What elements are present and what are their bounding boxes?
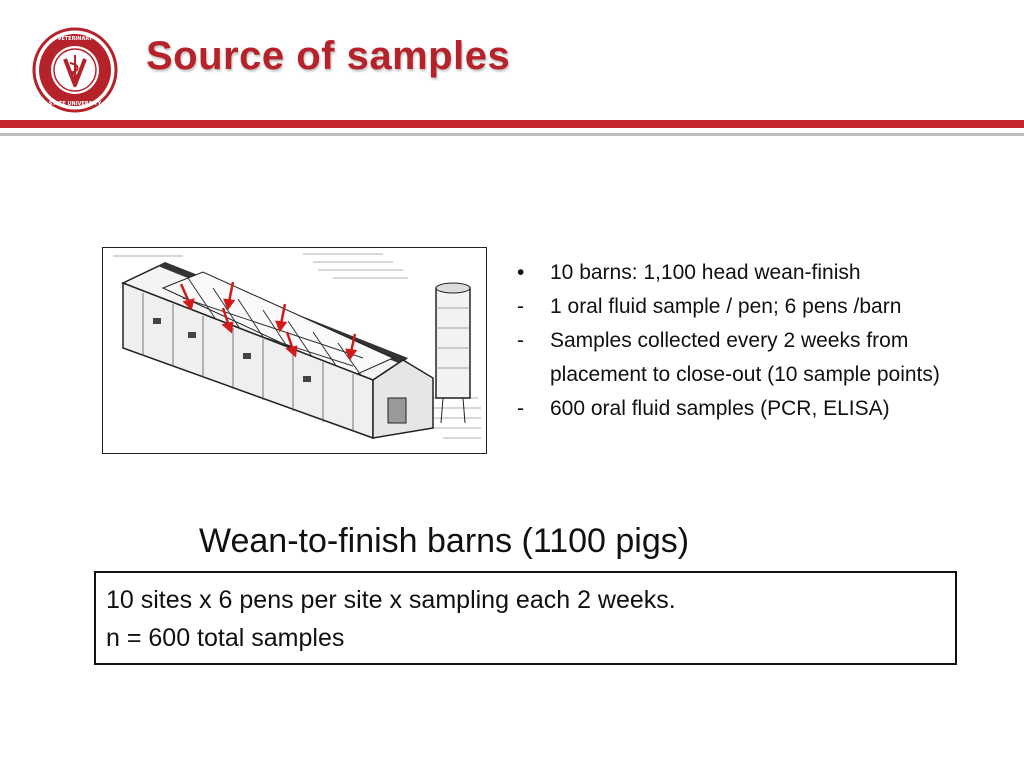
figure-caption: Wean-to-finish barns (1100 pigs) <box>199 522 690 560</box>
summary-line-2: n = 600 total samples <box>106 624 345 652</box>
summary-line-1: 10 sites x 6 pens per site x sampling each 2 weeks. <box>106 586 676 614</box>
list-item-text: Samples collected every 2 weeks from placement to close-out (10 sample points) <box>550 329 940 386</box>
sample-details-list <box>517 256 1007 426</box>
barn-figure <box>102 247 487 454</box>
list-item <box>517 392 1007 426</box>
list-item-text: 600 oral fluid samples (PCR, ELISA) <box>550 397 890 420</box>
college-of-veterinary-medicine-seal-icon <box>32 27 118 113</box>
title-divider-gray <box>0 133 1024 136</box>
list-item-text: 10 barns: 1,100 head wean-finish <box>550 261 861 284</box>
title-divider-red <box>0 120 1024 128</box>
svg-text:VETERINARY: VETERINARY <box>57 36 93 42</box>
bullet-marker: - <box>517 329 524 352</box>
bullet-marker: - <box>517 397 524 420</box>
list-item <box>517 256 1007 290</box>
list-item-text: 1 oral fluid sample / pen; 6 pens /barn <box>550 295 902 318</box>
bullet-marker: - <box>517 295 524 318</box>
summary-box <box>94 571 957 665</box>
slide-title: Source of samples <box>146 34 511 78</box>
list-item <box>517 290 1007 324</box>
bullet-marker: • <box>517 261 525 284</box>
list-item <box>517 324 1007 392</box>
wean-to-finish-barn-illustration <box>103 248 486 453</box>
svg-text:STATE UNIVERSITY: STATE UNIVERSITY <box>48 101 102 107</box>
college-seal-logo <box>32 27 118 113</box>
